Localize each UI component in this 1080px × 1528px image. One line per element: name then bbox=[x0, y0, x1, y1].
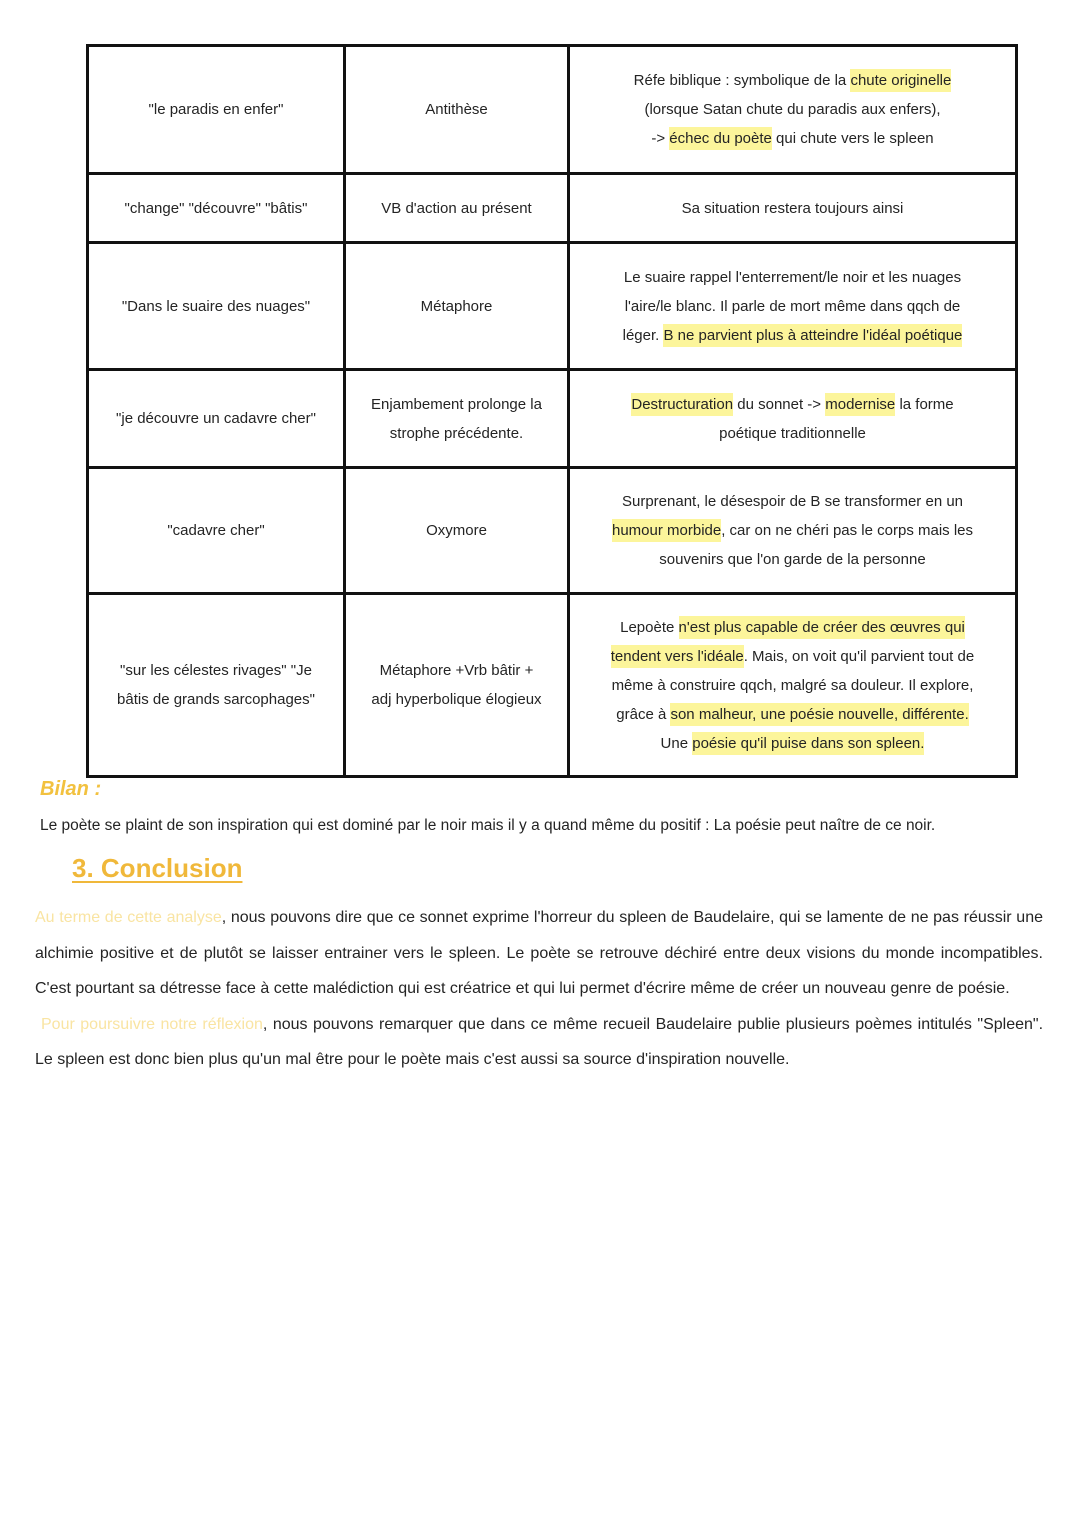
cell-line bbox=[352, 419, 561, 448]
table-row bbox=[88, 370, 1017, 468]
highlighted-text: B ne parvient plus à atteindre l'idéal poétique bbox=[663, 324, 962, 347]
cell-line bbox=[576, 545, 1009, 574]
cell-line bbox=[352, 685, 561, 714]
highlighted-text: humour morbide bbox=[612, 519, 721, 542]
cell-text: même à construire qqch, malgré sa douleur. Il explore, bbox=[611, 676, 974, 694]
paragraph-lead: Au terme de cette analyse bbox=[35, 909, 222, 926]
cell-text: Sa situation restera toujours ainsi bbox=[681, 199, 904, 217]
procede-cell bbox=[345, 174, 569, 243]
cell-line bbox=[95, 516, 337, 545]
cell-text: "cadavre cher" bbox=[167, 522, 265, 539]
citation-cell bbox=[88, 594, 345, 777]
cell-text: Enjambement prolonge la bbox=[371, 395, 542, 413]
conclusion-body bbox=[35, 900, 1043, 1078]
cell-line bbox=[576, 642, 1009, 671]
analysis-table bbox=[86, 44, 1018, 778]
cell-text: poétique traditionnelle bbox=[719, 424, 866, 442]
cell-text: Le suaire rappel l'enterrement/le noir et les nuages bbox=[623, 268, 962, 286]
cell-text: adj hyperbolique élogieux bbox=[371, 691, 542, 708]
cell-text: Métaphore bbox=[420, 297, 493, 315]
cell-line bbox=[576, 66, 1009, 95]
procede-cell bbox=[345, 243, 569, 370]
interpretation-cell bbox=[569, 594, 1017, 777]
cell-text: Réfe biblique : symbolique de la bbox=[633, 72, 851, 89]
cell-line bbox=[576, 321, 1009, 350]
cell-line bbox=[576, 292, 1009, 321]
procede-cell bbox=[345, 370, 569, 468]
cell-text: -> bbox=[651, 130, 670, 147]
highlighted-text: son malheur, une poésie nouvelle, différente. bbox=[670, 703, 968, 726]
cell-line bbox=[576, 671, 1009, 700]
citation-cell bbox=[88, 468, 345, 594]
cell-text: l'aire/le blanc. Il parle de mort même dans qqch de bbox=[624, 297, 961, 315]
cell-text: Oxymore bbox=[426, 522, 487, 539]
table-row bbox=[88, 243, 1017, 370]
cell-line bbox=[95, 404, 337, 433]
highlighted-text: tendent vers l'idéale bbox=[611, 645, 744, 668]
cell-line bbox=[352, 390, 561, 419]
table-row bbox=[88, 46, 1017, 174]
interpretation-cell bbox=[569, 468, 1017, 594]
cell-text: la forme bbox=[895, 395, 954, 413]
citation-cell bbox=[88, 370, 345, 468]
cell-text: Métaphore +Vrb bâtir + bbox=[379, 662, 534, 679]
cell-text: grâce à bbox=[616, 705, 671, 723]
citation-cell bbox=[88, 243, 345, 370]
procede-cell bbox=[345, 46, 569, 174]
highlighted-text: n'est plus capable de créer des œuvres qui bbox=[679, 616, 965, 639]
cell-text: Surprenant, le désespoir de B se transformer en un bbox=[621, 493, 964, 510]
cell-line bbox=[576, 194, 1009, 223]
paragraph-lead: Pour poursuivre notre réflexion bbox=[41, 1015, 263, 1033]
paragraph-body: , nous pouvons dire que ce sonnet exprime l'horreur du spleen de Baudelaire, qui se lamente de ne pas réussir une alchimie positive et de plutôt se laisser entrainer vers le spleen. Le poète se retrouve déchiré entre deux visions du monde incompatibles. C'est pourtant sa détresse face à cette malédiction qui est créatrice et qui lui permet d'écrire même de créer un nouveau genre de poésie. bbox=[35, 909, 1043, 998]
cell-text: qui chute vers le spleen bbox=[771, 130, 934, 147]
bilan-label: Bilan : bbox=[40, 778, 102, 800]
cell-line bbox=[576, 95, 1009, 124]
interpretation-cell bbox=[569, 243, 1017, 370]
cell-line bbox=[95, 95, 337, 124]
cell-text: "le paradis en enfer" bbox=[148, 101, 284, 118]
cell-text: VB d'action au présent bbox=[381, 199, 532, 217]
cell-text: du sonnet -> bbox=[733, 395, 826, 413]
citation-cell bbox=[88, 46, 345, 174]
cell-text: léger. bbox=[622, 326, 664, 344]
paragraph-body: , nous pouvons remarquer que dans ce même recueil Baudelaire publie plusieurs poèmes intitulés "Spleen". Le spleen est donc bien plus qu'un mal être pour le poète mais c'est aussi sa source d'inspiration nouvelle. bbox=[35, 1015, 1044, 1069]
analysis-table-body bbox=[88, 46, 1017, 777]
cell-text: (lorsque Satan chute du paradis aux enfers), bbox=[644, 101, 941, 118]
cell-line bbox=[95, 685, 337, 714]
highlighted-text: poésie qu'il puise dans son spleen. bbox=[692, 732, 924, 755]
cell-line bbox=[352, 656, 561, 685]
highlighted-text: Destructuration bbox=[631, 393, 733, 416]
cell-line bbox=[95, 194, 337, 223]
procede-cell bbox=[345, 468, 569, 594]
cell-text: "Dans le suaire des nuages" bbox=[121, 297, 311, 315]
cell-line bbox=[352, 292, 561, 321]
interpretation-cell bbox=[569, 370, 1017, 468]
cell-text: "je découvre un cadavre cher" bbox=[116, 410, 316, 427]
conclusion-heading: 3. Conclusion bbox=[72, 853, 243, 883]
cell-text: bâtis de grands sarcophages" bbox=[117, 691, 315, 708]
cell-line bbox=[576, 419, 1009, 448]
cell-text: . Mais, on voit qu'il parvient tout de bbox=[743, 647, 975, 665]
cell-line bbox=[95, 292, 337, 321]
cell-text: Une bbox=[660, 734, 693, 752]
highlighted-text: modernise bbox=[825, 393, 895, 416]
cell-line bbox=[576, 263, 1009, 292]
procede-cell bbox=[345, 594, 569, 777]
cell-line bbox=[352, 516, 561, 545]
cell-line bbox=[352, 194, 561, 223]
table-row bbox=[88, 174, 1017, 243]
cell-line bbox=[576, 700, 1009, 729]
cell-text: souvenirs que l'on garde de la personne bbox=[659, 551, 926, 568]
conclusion-paragraph bbox=[35, 900, 1043, 1007]
cell-line bbox=[576, 390, 1009, 419]
highlighted-text: échec du poète bbox=[669, 127, 772, 150]
cell-text: Antithèse bbox=[425, 101, 488, 118]
table-row bbox=[88, 468, 1017, 594]
table-row bbox=[88, 594, 1017, 777]
cell-text: Lepoète bbox=[620, 618, 679, 636]
cell-line bbox=[95, 656, 337, 685]
interpretation-cell bbox=[569, 174, 1017, 243]
cell-text: , car on ne chéri pas le corps mais les bbox=[721, 522, 973, 539]
highlighted-text: chute originelle bbox=[850, 69, 951, 92]
cell-line bbox=[576, 516, 1009, 545]
cell-text: "change" "découvre" "bâtis" bbox=[124, 199, 308, 217]
cell-line bbox=[576, 124, 1009, 153]
cell-line bbox=[576, 487, 1009, 516]
cell-line bbox=[352, 95, 561, 124]
cell-line bbox=[576, 729, 1009, 758]
cell-text: strophe précédente. bbox=[389, 424, 524, 442]
citation-cell bbox=[88, 174, 345, 243]
bilan-text: Le poète se plaint de son inspiration qui est dominé par le noir mais il y a quand même du positif : La poésie peut naître de ce noir. bbox=[40, 817, 936, 834]
cell-line bbox=[576, 613, 1009, 642]
cell-text: "sur les célestes rivages" "Je bbox=[120, 662, 312, 679]
conclusion-paragraph bbox=[35, 1007, 1043, 1078]
interpretation-cell bbox=[569, 46, 1017, 174]
